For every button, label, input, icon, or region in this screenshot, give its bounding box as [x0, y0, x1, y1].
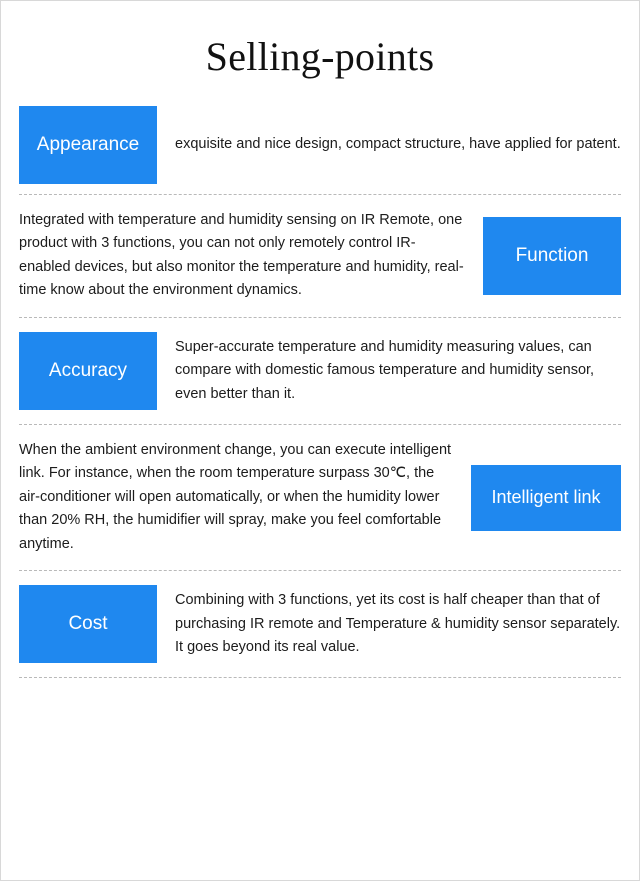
sections-list: [1, 98, 639, 194]
section-text-accuracy: Super-accurate temperature and humidity measuring values, can compare with domestic famous temperature and humidity sensor, even better than it.: [175, 338, 595, 402]
section-accuracy: [19, 318, 621, 424]
bottom-spacer: [1, 678, 639, 692]
section-intelligent-link: [19, 425, 621, 570]
section-badge-appearance: Appearance: [19, 106, 157, 184]
page-title: Selling-points: [205, 34, 435, 79]
section-badge-accuracy: Accuracy: [19, 332, 157, 410]
section-cost: [19, 571, 621, 677]
section-text-function: Integrated with temperature and humidity sensing on IR Remote, one product with 3 functions, you can not only remotely control IR-enabled devices, but also monitor the temperature and humidity, real-time know about the environment dynamics.: [19, 212, 464, 299]
section-text-appearance: exquisite and nice design, compact structure, have applied for patent.: [175, 136, 621, 153]
section-badge-cost: Cost: [19, 585, 157, 663]
section-badge-intelligent-link: Intelligent link: [471, 465, 621, 531]
section-function: [19, 195, 621, 317]
section-text-cost: Combining with 3 functions, yet its cost is half cheaper than that of purchasing IR remote and Temperature & humidity sensor separately. It goes beyond its real value.: [175, 592, 621, 656]
section-badge-function: Function: [483, 217, 621, 295]
section-text-intelligent-link: When the ambient environment change, you can execute intelligent link. For instance, when the room temperature surpass 30℃, the air-conditioner will open automatically, or when the humidity lower than 20% RH, the humidifier will spray, make you feel comfortable anytime.: [19, 441, 452, 552]
section-appearance: [19, 98, 621, 194]
